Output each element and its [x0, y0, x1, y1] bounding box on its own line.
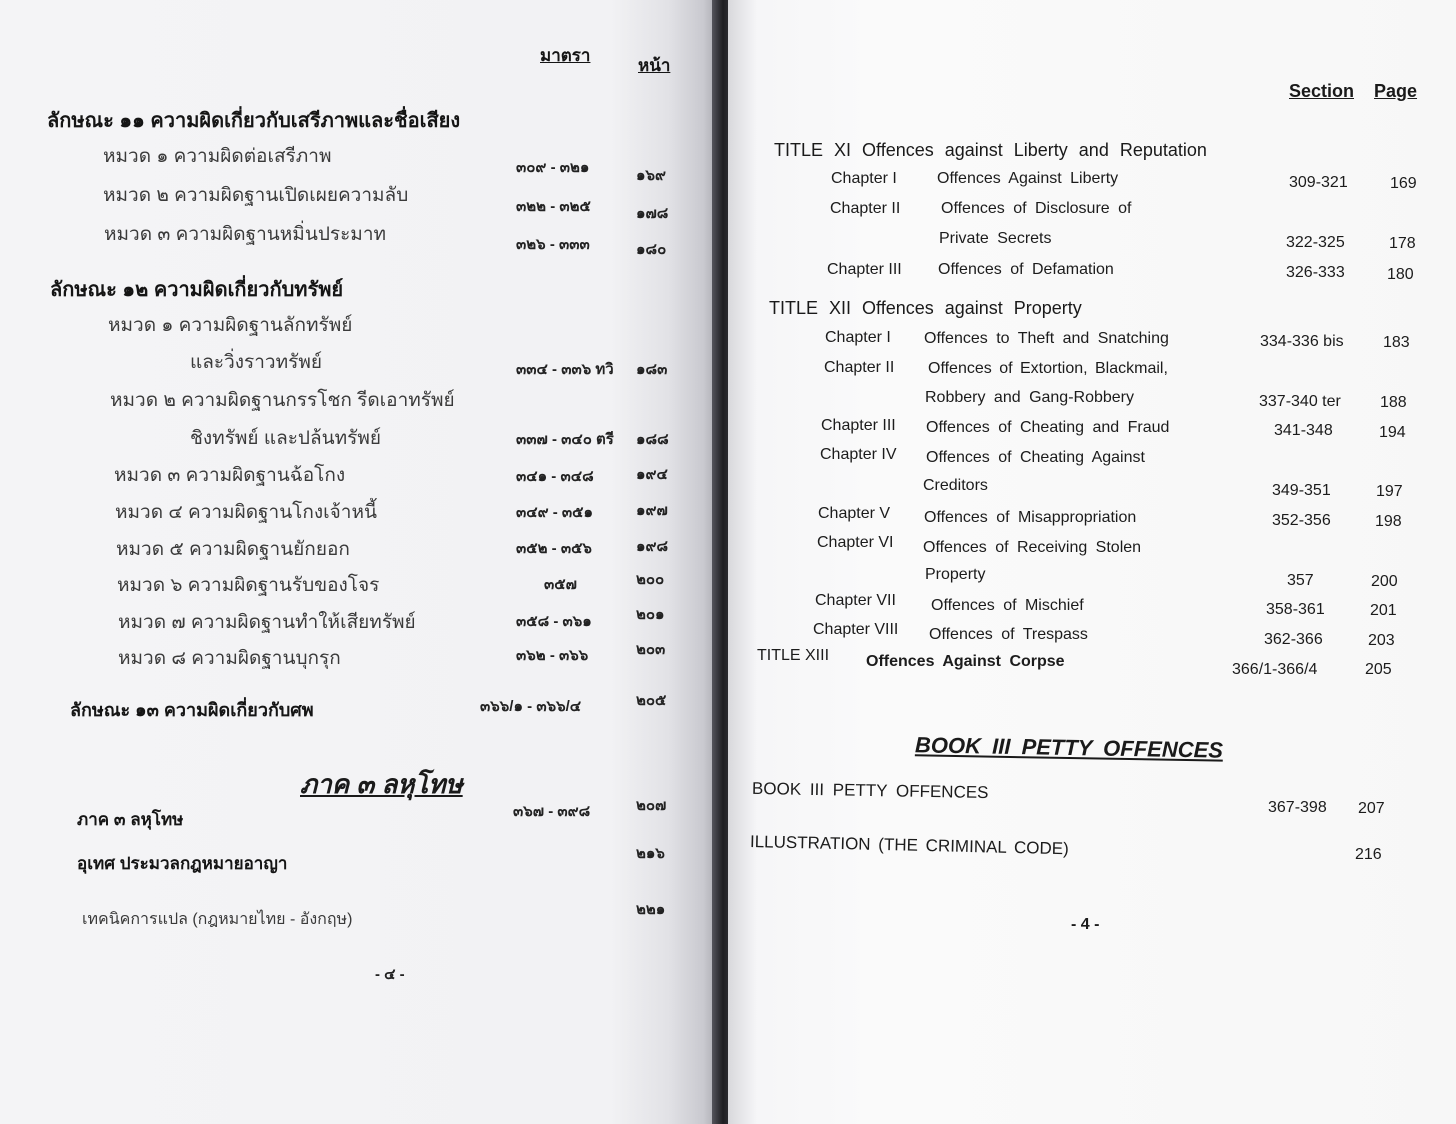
title-13-heading: Offences Against Corpse [866, 653, 1065, 670]
toc-entry-page: 178 [1389, 235, 1416, 252]
book-3-entry: BOOK III PETTY OFFENCES [751, 778, 989, 803]
chapter-label: Chapter IV [820, 446, 897, 463]
toc-entry-label: หมวด ๒ ความผิดฐานเปิดเผยความลับ [103, 185, 409, 206]
toc-entry-range: ๓๕๗ [544, 576, 577, 593]
toc-entry-range: 352-356 [1272, 512, 1331, 529]
column-header-page: Page [1374, 81, 1418, 101]
toc-entry-label: Offences Against Liberty [937, 170, 1119, 187]
title-11-heading: TITLE XI Offences against Liberty and Reputation [774, 140, 1207, 160]
chapter-label: Chapter I [825, 329, 891, 346]
toc-entry-page: ๑๘๓ [636, 361, 668, 378]
toc-entry-page: 200 [1371, 573, 1398, 590]
title-12-heading: TITLE XII Offences against Property [769, 298, 1082, 318]
toc-entry-label-cont: Robbery and Gang-Robbery [925, 389, 1135, 406]
toc-entry-label: Offences of Extortion, Blackmail, [928, 360, 1168, 377]
toc-entry-label: หมวด ๑ ความผิดต่อเสรีภาพ [103, 146, 332, 167]
illustration-entry: อุเทศ ประมวลกฎหมายอาญา [77, 854, 288, 873]
right-page-english [728, 0, 1456, 1124]
illustration-entry: ILLUSTRATION (THE CRIMINAL CODE) [749, 832, 1069, 859]
toc-entry-range: 349-351 [1272, 482, 1331, 499]
toc-entry-label: หมวด ๒ ความผิดฐานกรรโชก รีดเอาทรัพย์ [110, 390, 455, 411]
title-13-label: TITLE XIII [757, 647, 830, 664]
chapter-label: Chapter II [824, 359, 895, 376]
toc-entry-page: 183 [1383, 334, 1410, 351]
column-header-section: Section [1289, 81, 1355, 101]
toc-entry-range: 358-361 [1266, 601, 1325, 618]
toc-entry-label: Offences of Trespass [929, 626, 1088, 643]
toc-entry-range: 326-333 [1286, 264, 1345, 281]
toc-entry-label: Offences of Mischief [931, 597, 1084, 614]
toc-entry-range: ๓๓๗ - ๓๔๐ ตรี [516, 431, 614, 448]
toc-entry-page: ๑๘๘ [636, 431, 669, 448]
chapter-label: Chapter I [831, 170, 897, 187]
toc-entry-range: ๓๓๔ - ๓๓๖ ทวิ [516, 361, 614, 378]
left-page-thai [0, 0, 718, 1124]
toc-entry-page: ๒๐๑ [636, 606, 665, 623]
toc-entry-range: 334-336 bis [1260, 333, 1344, 350]
toc-entry-range: ๓๐๙ - ๓๒๑ [516, 159, 590, 176]
chapter-label: Chapter VI [817, 534, 894, 551]
toc-entry-page: 201 [1370, 602, 1397, 619]
toc-entry-page: 198 [1375, 513, 1402, 530]
toc-entry-page: ๒๒๑ [636, 901, 666, 918]
toc-entry-page: 216 [1355, 846, 1382, 863]
toc-entry-label-cont: Property [925, 566, 986, 583]
toc-entry-range: 309-321 [1289, 174, 1348, 191]
toc-entry-page: ๒๑๖ [636, 845, 665, 862]
toc-entry-range: ๓๖๗ - ๓๙๘ [513, 803, 591, 820]
toc-entry-range: ๓๔๙ - ๓๕๑ [516, 504, 594, 521]
toc-entry-range: ๓๕๒ - ๓๕๖ [516, 540, 592, 557]
toc-entry-page: 188 [1380, 394, 1407, 411]
page-number: - 4 - [1071, 916, 1100, 933]
toc-entry-page: ๑๖๙ [636, 167, 667, 184]
toc-entry-label: Offences of Cheating and Fraud [926, 419, 1170, 436]
chapter-label: Chapter VIII [813, 621, 899, 638]
title-13-heading: ลักษณะ ๑๓ ความผิดเกี่ยวกับศพ [70, 700, 314, 720]
toc-entry-range: ๓๒๒ - ๓๒๕ [516, 198, 591, 215]
toc-entry-page: 194 [1379, 424, 1406, 441]
toc-entry-label: Offences of Cheating Against [926, 449, 1145, 466]
toc-entry-page: ๑๙๘ [636, 538, 669, 555]
toc-entry-page: ๒๐๗ [636, 797, 667, 814]
toc-entry-range: ๓๕๘ - ๓๖๑ [516, 613, 592, 630]
toc-entry-range: 357 [1287, 572, 1314, 589]
toc-entry-page: 169 [1390, 175, 1417, 192]
toc-entry-page: ๑๘๐ [636, 241, 667, 258]
column-header-page: หน้า [638, 56, 671, 75]
title-12-heading: ลักษณะ ๑๒ ความผิดเกี่ยวกับทรัพย์ [50, 279, 344, 301]
toc-entry-page: ๒๐๐ [636, 571, 665, 588]
toc-entry-page: ๑๗๘ [636, 205, 669, 222]
toc-entry-label: Offences of Defamation [938, 261, 1114, 278]
toc-entry-label: หมวด ๔ ความผิดฐานโกงเจ้าหนี้ [115, 502, 377, 523]
toc-entry-label: หมวด ๖ ความผิดฐานรับของโจร [117, 575, 380, 596]
toc-entry-range: 362-366 [1264, 631, 1323, 648]
toc-entry-page: ๑๙๔ [636, 466, 668, 483]
toc-entry-label: หมวด ๓ ความผิดฐานฉ้อโกง [114, 465, 346, 486]
toc-entry-page: ๒๐๕ [636, 692, 667, 709]
toc-entry-label-cont: ชิงทรัพย์ และปล้นทรัพย์ [190, 428, 382, 449]
toc-entry-label: Offences of Disclosure of [941, 200, 1132, 217]
toc-entry-page: ๒๐๓ [636, 641, 666, 658]
toc-entry-label: Offences of Misappropriation [924, 509, 1137, 526]
toc-entry-range: ๓๖๖/๑ - ๓๖๖/๔ [480, 698, 582, 715]
book-3-heading: ภาค ๓ ลหุโทษ [300, 769, 463, 799]
column-header-section: มาตรา [540, 46, 591, 65]
toc-entry-page: ๑๙๗ [636, 502, 668, 519]
toc-entry-page: 207 [1358, 800, 1385, 817]
toc-entry-page: 203 [1368, 632, 1395, 649]
book-3-entry: ภาค ๓ ลหุโทษ [77, 810, 184, 829]
toc-entry-range: 367-398 [1268, 799, 1327, 816]
toc-entry-range: ๓๖๒ - ๓๖๖ [516, 647, 589, 664]
toc-entry-label-cont: และวิ่งราวทรัพย์ [190, 352, 322, 373]
page-number: - ๔ - [375, 966, 405, 983]
toc-entry-page: 180 [1387, 266, 1414, 283]
toc-entry-range: 341-348 [1274, 422, 1333, 439]
toc-entry-range: 366/1-366/4 [1232, 661, 1318, 678]
toc-entry-range: ๓๒๖ - ๓๓๓ [516, 236, 590, 253]
toc-entry-label: Offences to Theft and Snatching [924, 330, 1169, 347]
translation-technique-entry: เทคนิคการแปล (กฎหมายไทย - อังกฤษ) [82, 911, 353, 928]
toc-entry-label-cont: Private Secrets [939, 230, 1052, 247]
chapter-label: Chapter III [827, 261, 902, 278]
chapter-label: Chapter V [818, 505, 891, 522]
chapter-label: Chapter VII [815, 592, 896, 609]
toc-entry-label: หมวด ๘ ความผิดฐานบุกรุก [118, 648, 341, 669]
title-11-heading: ลักษณะ ๑๑ ความผิดเกี่ยวกับเสรีภาพและชื่อเสียง [47, 110, 461, 132]
toc-entry-range: 337-340 ter [1259, 393, 1341, 410]
toc-entry-range: ๓๔๑ - ๓๔๘ [516, 468, 594, 485]
toc-entry-range: 322-325 [1286, 234, 1345, 251]
toc-entry-label-cont: Creditors [923, 477, 988, 494]
toc-entry-label: หมวด ๗ ความผิดฐานทำให้เสียทรัพย์ [118, 612, 416, 633]
toc-entry-page: 197 [1376, 483, 1403, 500]
toc-entry-label: Offences of Receiving Stolen [923, 539, 1142, 556]
toc-entry-label: หมวด ๑ ความผิดฐานลักทรัพย์ [108, 315, 353, 336]
toc-entry-label: หมวด ๕ ความผิดฐานยักยอก [116, 539, 350, 560]
chapter-label: Chapter III [821, 417, 896, 434]
toc-entry-page: 205 [1365, 661, 1392, 678]
chapter-label: Chapter II [830, 200, 901, 217]
book-3-heading: BOOK III PETTY OFFENCES [914, 732, 1224, 763]
toc-entry-label: หมวด ๓ ความผิดฐานหมิ่นประมาท [104, 224, 387, 245]
